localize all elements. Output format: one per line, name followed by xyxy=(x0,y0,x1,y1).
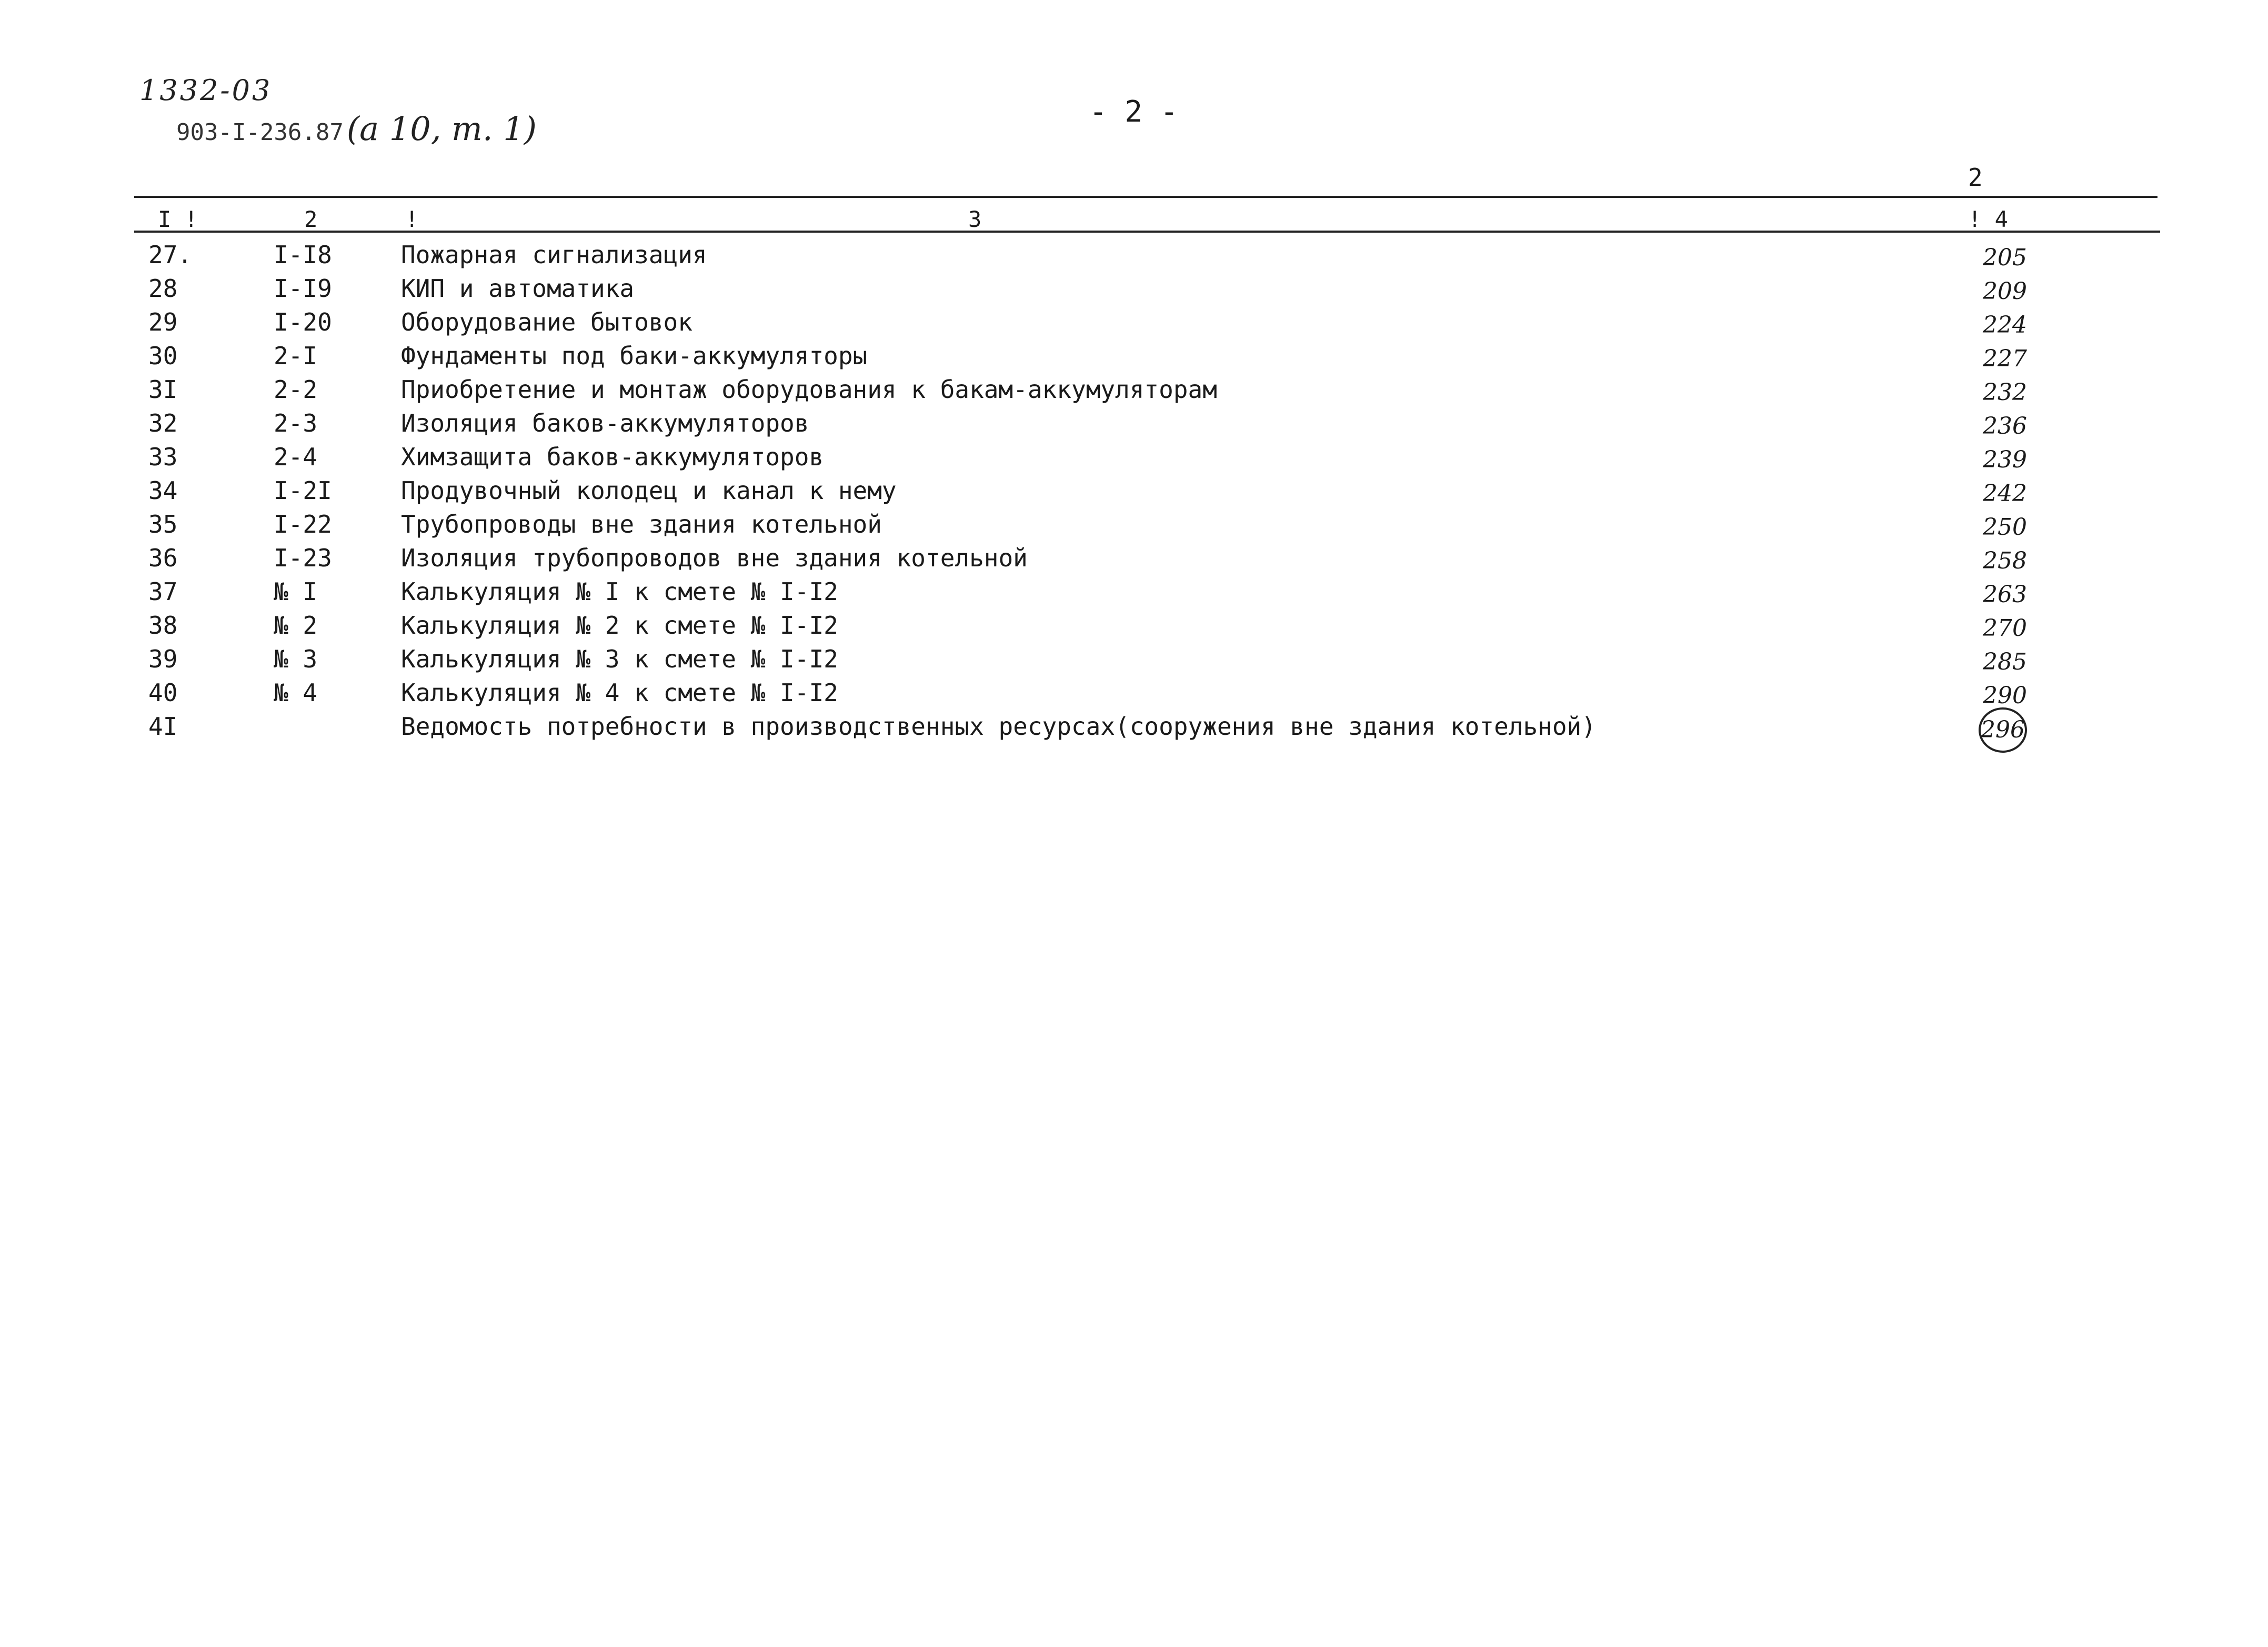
table-row xyxy=(0,238,2268,272)
page-number: - 2 - xyxy=(1089,95,1178,129)
row-page: 242 xyxy=(1983,480,2027,507)
row-title: Продувочный колодец и канал к нему xyxy=(401,476,897,505)
table-row xyxy=(0,608,2268,642)
row-code: 2-I xyxy=(274,342,318,370)
row-page: 285 xyxy=(1983,648,2027,675)
column-header-4: ! 4 xyxy=(1968,206,2008,232)
row-code: № 2 xyxy=(274,611,318,640)
column-header-2: 2 xyxy=(304,206,318,232)
row-page: 209 xyxy=(1983,278,2027,305)
row-number: 30 xyxy=(148,342,178,370)
row-title: Пожарная сигнализация xyxy=(401,241,707,269)
row-title: Калькуляция № 3 к смете № I-I2 xyxy=(401,645,838,673)
row-page: 224 xyxy=(1983,312,2027,338)
table-row xyxy=(0,474,2268,507)
row-page-circled: 296 xyxy=(1979,707,2027,753)
row-code: I-I8 xyxy=(274,241,332,269)
column-header-1: I ! xyxy=(158,206,198,232)
row-number: 33 xyxy=(148,443,178,471)
row-code: I-2I xyxy=(274,476,332,505)
document-code: 903-I-236.87 xyxy=(176,119,344,146)
table-top-rule xyxy=(134,196,2157,198)
column-header-3: 3 xyxy=(968,206,982,232)
row-code: I-20 xyxy=(274,308,332,336)
row-number: 37 xyxy=(148,577,178,606)
row-number: 32 xyxy=(148,409,178,437)
document-code-note: (а 10, т. 1) xyxy=(346,109,537,148)
row-title: Калькуляция № I к смете № I-I2 xyxy=(401,577,838,606)
row-page: 250 xyxy=(1983,514,2027,541)
row-number: 39 xyxy=(148,645,178,673)
row-number: 38 xyxy=(148,611,178,640)
table-row xyxy=(0,272,2268,305)
row-page: 232 xyxy=(1983,379,2027,406)
sheet-number: 2 xyxy=(1968,163,1983,192)
row-page: 236 xyxy=(1983,413,2027,440)
row-page: 270 xyxy=(1983,615,2027,642)
table-row xyxy=(0,406,2268,440)
row-number: 27. xyxy=(148,241,193,269)
row-page: 263 xyxy=(1983,581,2027,608)
document-code-line xyxy=(176,109,537,148)
table-row xyxy=(0,676,2268,710)
table-row xyxy=(0,507,2268,541)
table-row xyxy=(0,575,2268,608)
table-row xyxy=(0,642,2268,676)
row-code: I-22 xyxy=(274,510,332,538)
column-separator: ! xyxy=(405,206,419,232)
row-title: Калькуляция № 4 к смете № I-I2 xyxy=(401,678,838,707)
row-page: 227 xyxy=(1983,345,2027,372)
row-code: I-23 xyxy=(274,544,332,572)
table-row xyxy=(0,710,2268,743)
row-number: 34 xyxy=(148,476,178,505)
row-title: Трубопроводы вне здания котельной xyxy=(401,510,882,538)
row-code: I-I9 xyxy=(274,274,332,303)
row-title: Изоляция баков-аккумуляторов xyxy=(401,409,809,437)
row-title: Фундаменты под баки-аккумуляторы xyxy=(401,342,868,370)
row-code: № 3 xyxy=(274,645,318,673)
row-number: 3I xyxy=(148,375,178,404)
stamp-code: 1332-03 xyxy=(139,74,273,107)
row-code: № I xyxy=(274,577,318,606)
row-page: 258 xyxy=(1983,547,2027,574)
table-header-rule xyxy=(134,231,2160,233)
row-number: 4I xyxy=(148,712,178,741)
row-code: № 4 xyxy=(274,678,318,707)
table-row xyxy=(0,440,2268,474)
row-page: 239 xyxy=(1983,446,2027,473)
table-row xyxy=(0,541,2268,575)
row-page: 290 xyxy=(1983,682,2027,709)
row-title: Оборудование бытовок xyxy=(401,308,693,336)
table-row xyxy=(0,339,2268,373)
row-number: 40 xyxy=(148,678,178,707)
table-row xyxy=(0,373,2268,406)
row-number: 35 xyxy=(148,510,178,538)
row-title: Ведомость потребности в производственных ресурсах(сооружения вне здания котельной) xyxy=(401,712,1596,741)
row-title: Приобретение и монтаж оборудования к бакам-аккумуляторам xyxy=(401,375,1217,404)
table-row xyxy=(0,305,2268,339)
row-title: Калькуляция № 2 к смете № I-I2 xyxy=(401,611,838,640)
row-code: 2-4 xyxy=(274,443,318,471)
row-code: 2-2 xyxy=(274,375,318,404)
row-number: 36 xyxy=(148,544,178,572)
row-page: 205 xyxy=(1983,244,2027,271)
row-title: Химзащита баков-аккумуляторов xyxy=(401,443,824,471)
row-code: 2-3 xyxy=(274,409,318,437)
row-title: Изоляция трубопроводов вне здания котельной xyxy=(401,544,1028,572)
row-number: 29 xyxy=(148,308,178,336)
row-title: КИП и автоматика xyxy=(401,274,635,303)
row-number: 28 xyxy=(148,274,178,303)
